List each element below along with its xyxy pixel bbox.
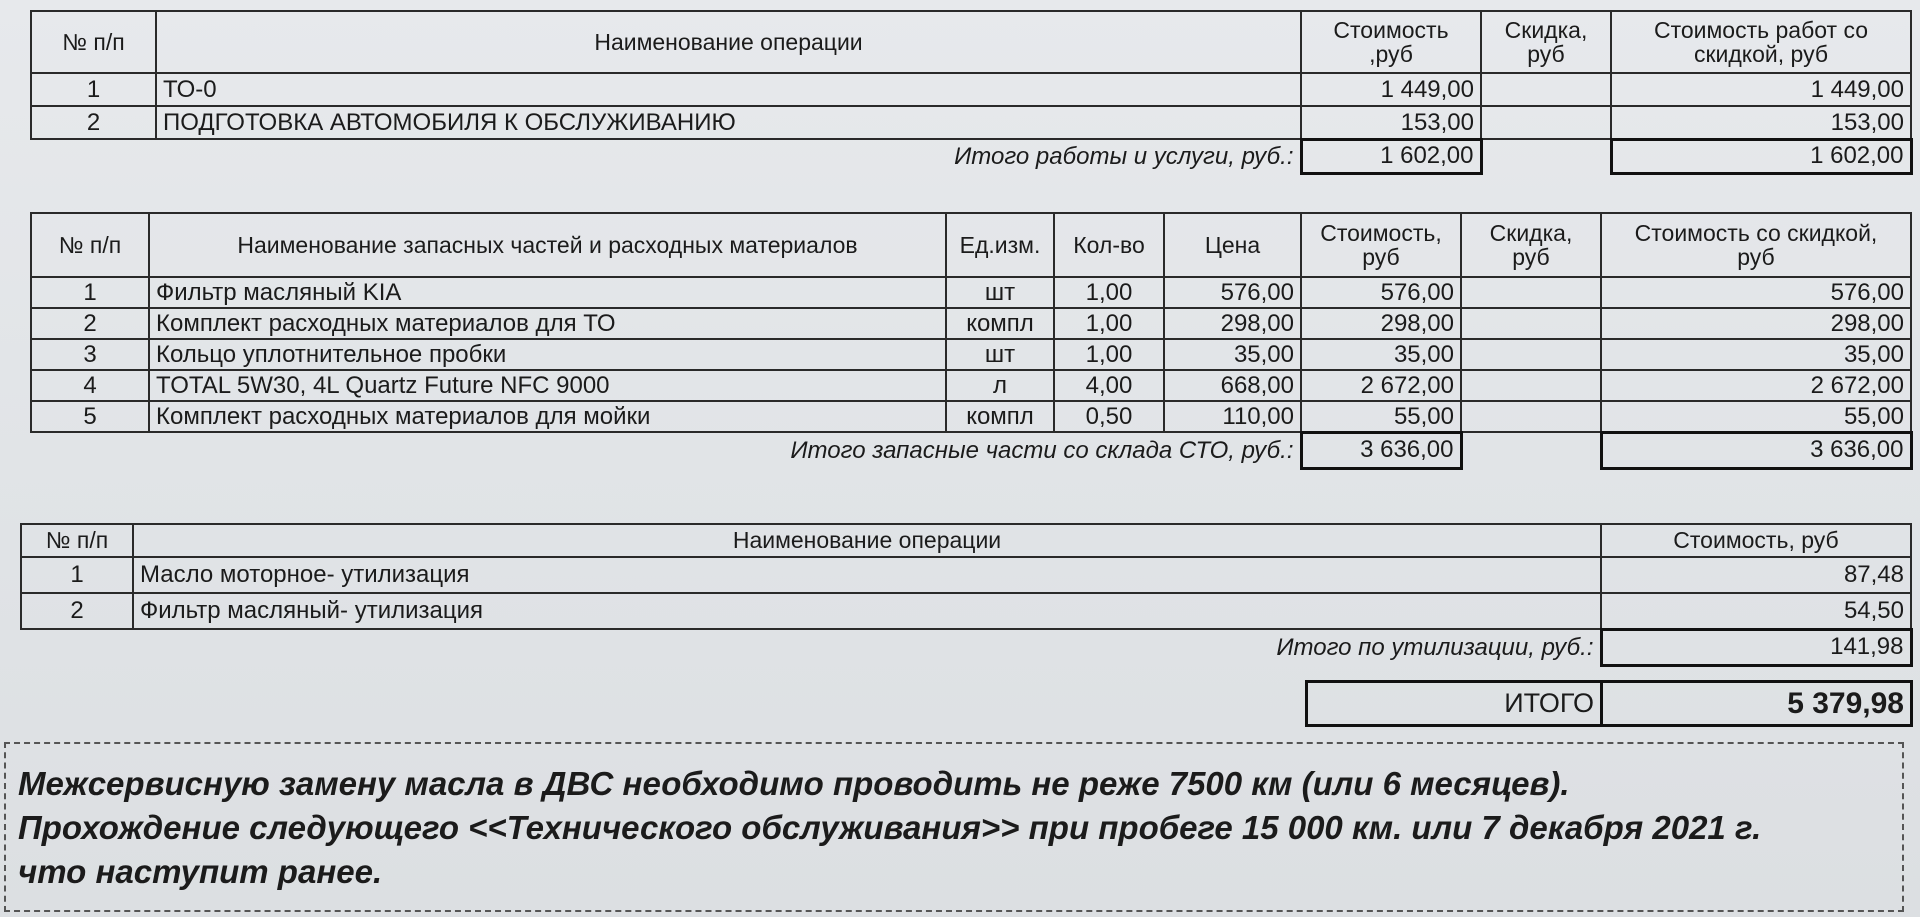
parts-header-discount: Скидка, руб bbox=[1461, 213, 1601, 277]
service-note bbox=[4, 742, 1904, 912]
row-unit: шт bbox=[946, 277, 1054, 308]
row-name: Комплект расходных материалов для мойки bbox=[149, 401, 946, 432]
row-cost: 2 672,00 bbox=[1301, 370, 1461, 401]
grand-total-value: 5 379,98 bbox=[1602, 682, 1912, 726]
row-price: 110,00 bbox=[1164, 401, 1301, 432]
row-price: 35,00 bbox=[1164, 339, 1301, 370]
table-row bbox=[21, 557, 1911, 593]
row-discount bbox=[1461, 370, 1601, 401]
parts-header-num: № п/п bbox=[31, 213, 149, 277]
works-header-name: Наименование операции bbox=[156, 11, 1301, 73]
row-num: 2 bbox=[31, 308, 149, 339]
disposal-header-num: № п/п bbox=[21, 524, 133, 557]
row-cost: 1 449,00 bbox=[1301, 73, 1481, 106]
row-name: TOTAL 5W30, 4L Quartz Future NFC 9000 bbox=[149, 370, 946, 401]
table-row bbox=[31, 277, 1911, 308]
row-cost: 153,00 bbox=[1301, 106, 1481, 139]
parts-header-qty: Кол-во bbox=[1054, 213, 1164, 277]
row-discounted: 1 449,00 bbox=[1611, 73, 1911, 106]
row-cost: 87,48 bbox=[1601, 557, 1911, 593]
grand-total-table bbox=[1305, 680, 1913, 727]
table-row bbox=[31, 370, 1911, 401]
works-total-label: Итого работы и услуги, руб.: bbox=[954, 142, 1294, 170]
table-row bbox=[31, 401, 1911, 432]
row-name: ТО-0 bbox=[156, 73, 1301, 106]
row-num: 2 bbox=[21, 593, 133, 629]
row-cost: 35,00 bbox=[1301, 339, 1461, 370]
row-cost: 54,50 bbox=[1601, 593, 1911, 629]
row-qty: 4,00 bbox=[1054, 370, 1164, 401]
row-unit: л bbox=[946, 370, 1054, 401]
row-discounted: 55,00 bbox=[1601, 401, 1911, 432]
row-discounted: 35,00 bbox=[1601, 339, 1911, 370]
row-num: 1 bbox=[21, 557, 133, 593]
row-cost: 298,00 bbox=[1301, 308, 1461, 339]
row-qty: 0,50 bbox=[1054, 401, 1164, 432]
row-discounted: 576,00 bbox=[1601, 277, 1911, 308]
row-num: 2 bbox=[31, 106, 156, 139]
works-header-discounted: Стоимость работ со скидкой, руб bbox=[1611, 11, 1911, 73]
row-price: 668,00 bbox=[1164, 370, 1301, 401]
parts-header-cost: Стоимость, руб bbox=[1301, 213, 1461, 277]
row-discounted: 153,00 bbox=[1611, 106, 1911, 139]
row-name: ПОДГОТОВКА АВТОМОБИЛЯ К ОБСЛУЖИВАНИЮ bbox=[156, 106, 1301, 139]
row-discount bbox=[1461, 277, 1601, 308]
row-unit: компл bbox=[946, 308, 1054, 339]
parts-header-unit: Ед.изм. bbox=[946, 213, 1054, 277]
row-num: 5 bbox=[31, 401, 149, 432]
table-row bbox=[31, 308, 1911, 339]
row-price: 576,00 bbox=[1164, 277, 1301, 308]
works-total-cost: 1 602,00 bbox=[1301, 139, 1481, 173]
parts-total-label: Итого запасные части со склада СТО, руб.: bbox=[790, 436, 1294, 464]
row-discount bbox=[1461, 308, 1601, 339]
row-name: Кольцо уплотнительное пробки bbox=[149, 339, 946, 370]
row-qty: 1,00 bbox=[1054, 308, 1164, 339]
row-num: 1 bbox=[31, 277, 149, 308]
note-line-1: Межсервисную замену масла в ДВС необходимо проводить не реже 7500 км (или 6 месяцев). bbox=[18, 765, 1570, 802]
disposal-total-cost: 141,98 bbox=[1601, 629, 1911, 665]
table-row bbox=[31, 73, 1911, 106]
grand-total-label: ИТОГО bbox=[1307, 682, 1602, 726]
works-total-discounted: 1 602,00 bbox=[1611, 139, 1911, 173]
row-num: 1 bbox=[31, 73, 156, 106]
works-header-cost: Стоимость ,руб bbox=[1301, 11, 1481, 73]
parts-header-price: Цена bbox=[1164, 213, 1301, 277]
works-header-num: № п/п bbox=[31, 11, 156, 73]
row-price: 298,00 bbox=[1164, 308, 1301, 339]
row-discount bbox=[1461, 339, 1601, 370]
parts-total-discounted: 3 636,00 bbox=[1601, 432, 1911, 468]
row-qty: 1,00 bbox=[1054, 339, 1164, 370]
row-cost: 55,00 bbox=[1301, 401, 1461, 432]
row-name: Масло моторное- утилизация bbox=[133, 557, 1601, 593]
works-header-discount: Скидка, руб bbox=[1481, 11, 1611, 73]
row-discount bbox=[1461, 401, 1601, 432]
disposal-table bbox=[20, 523, 1913, 667]
row-num: 4 bbox=[31, 370, 149, 401]
disposal-total-label: Итого по утилизации, руб.: bbox=[1276, 633, 1594, 661]
row-unit: шт bbox=[946, 339, 1054, 370]
row-discounted: 2 672,00 bbox=[1601, 370, 1911, 401]
parts-total-cost: 3 636,00 bbox=[1301, 432, 1461, 468]
table-row bbox=[21, 593, 1911, 629]
works-table bbox=[30, 10, 1913, 175]
parts-table bbox=[30, 212, 1913, 470]
parts-header-discounted: Стоимость со скидкой, руб bbox=[1601, 213, 1911, 277]
note-line-3: что наступит ранее. bbox=[18, 853, 383, 890]
table-row bbox=[31, 339, 1911, 370]
row-cost: 576,00 bbox=[1301, 277, 1461, 308]
table-row bbox=[31, 106, 1911, 139]
disposal-header-cost: Стоимость, руб bbox=[1601, 524, 1911, 557]
row-qty: 1,00 bbox=[1054, 277, 1164, 308]
row-name: Фильтр масляный- утилизация bbox=[133, 593, 1601, 629]
row-discounted: 298,00 bbox=[1601, 308, 1911, 339]
disposal-header-name: Наименование операции bbox=[133, 524, 1601, 557]
row-name: Фильтр масляный KIA bbox=[149, 277, 946, 308]
parts-header-name: Наименование запасных частей и расходных материалов bbox=[149, 213, 946, 277]
row-num: 3 bbox=[31, 339, 149, 370]
row-name: Комплект расходных материалов для ТО bbox=[149, 308, 946, 339]
note-line-2: Прохождение следующего <<Технического обслуживания>> при пробеге 15 000 км. или 7 декабря 2021 г. bbox=[18, 809, 1762, 846]
row-unit: компл bbox=[946, 401, 1054, 432]
row-discount bbox=[1481, 106, 1611, 139]
row-discount bbox=[1481, 73, 1611, 106]
